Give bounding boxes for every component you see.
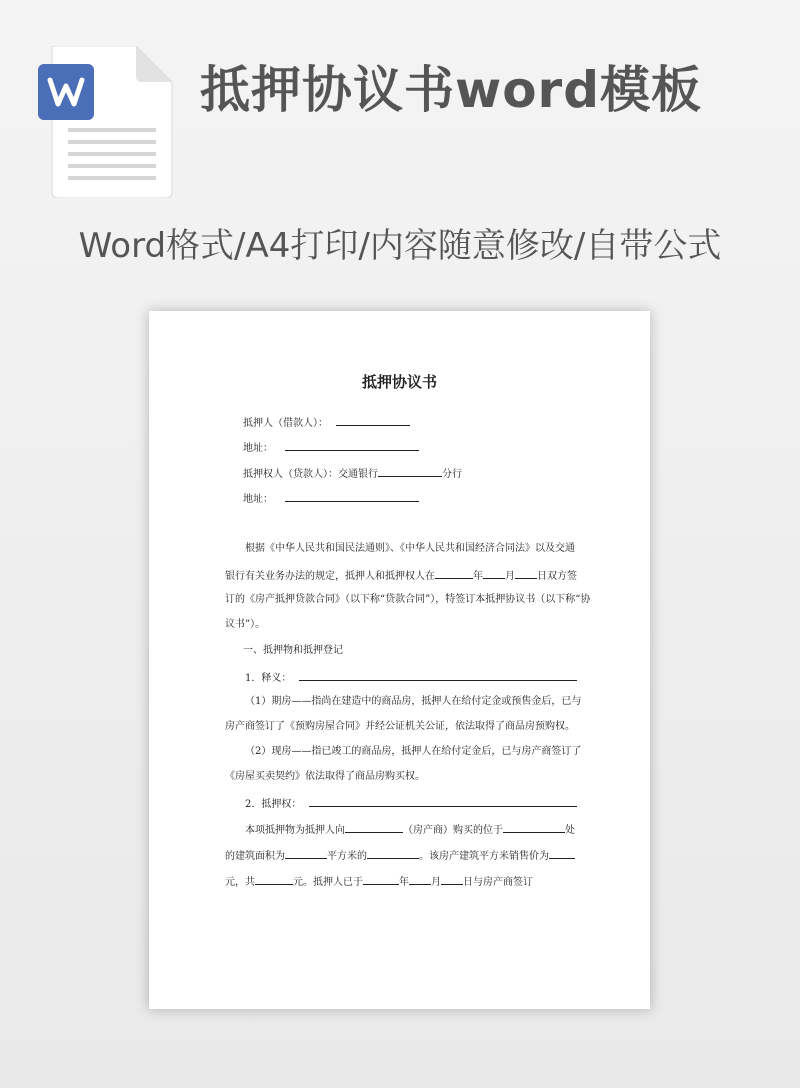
banner-subtitle: Word格式/A4打印/内容随意修改/自带公式 [78,226,722,266]
word-document-icon [38,46,174,198]
para1-line4: 议书”）。 [225,619,266,630]
section1-heading: 一、抵押物和抵押登记 [243,645,343,656]
item1-blank [299,670,577,681]
item1-2-line1: （2）现房——指已竣工的商品房，抵押人在给付定金后，已与房产商签订了 [245,746,582,757]
item2-label: 2．抵押权： [245,799,302,810]
para1-line1: 根据《中华人民共和国民法通则》、《中华人民共和国经济合同法》以及交通 [245,543,575,554]
para2-line2: 的建筑面积为 平方米的 。该房产建筑平方米销售价为 [225,848,575,864]
para1-line3: 订的《房产抵押贷款合同》（以下称“贷款合同”），特签订本抵押协议书（以下称“协 [225,594,591,605]
item1-1-line1: （1）期房——指尚在建造中的商品房，抵押人在给付定金或预售金后，已与 [245,696,582,707]
item1-label: 1．释义： [245,673,292,684]
item1-1-line2: 房产商签订了《预购房屋合同》并经公证机关公证，依法取得了商品房预购权。 [225,721,575,732]
branch-label: 分行 [442,469,462,480]
address2-line [243,491,419,507]
address2-label: 地址： [243,494,273,505]
address2-blank [285,491,419,502]
mortgagor-label: 抵押人（借款人）： [243,418,328,429]
document-title: 抵押协议书 [361,373,437,391]
item2-blank [309,796,577,807]
para1-line2: 银行有关业务办法的规定，抵押人和抵押权人在 年 月 日双方签 [225,568,577,584]
banner-title: 抵押协议书word模板 [200,61,702,119]
item1-2-line2: 《房屋买卖契约》依法取得了商品房购买权。 [225,771,425,782]
para2-line3: 元，共 元。抵押人已于 年 月 日与房产商签订 [225,874,533,890]
mortgagee-line [243,466,462,482]
item2-line [245,796,577,812]
mortgagor-line [243,415,410,431]
para2-line1: 本项抵押物为抵押人向 （房产商）购买的位于 处 [245,822,575,838]
mortgagor-blank [336,415,410,426]
item1-line [245,670,577,686]
branch-blank [378,466,442,477]
address1-line [243,440,419,456]
address1-label: 地址： [243,443,273,454]
mortgagee-label: 抵押权人（贷款人）：交通银行 [243,469,378,480]
document-page [149,311,650,1009]
address1-blank [285,440,419,451]
